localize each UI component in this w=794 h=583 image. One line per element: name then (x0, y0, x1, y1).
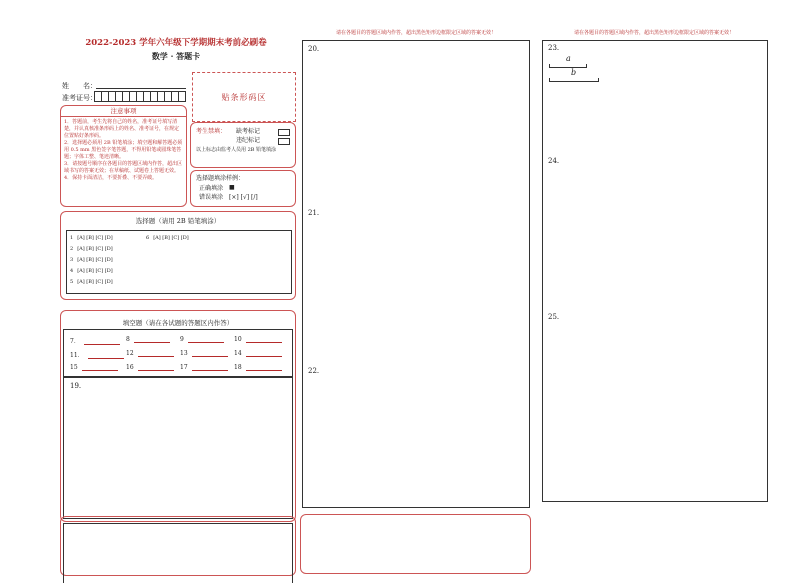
fill-blank-grid (63, 329, 293, 377)
wrong-fill-marks: [×] [√] [/] (229, 194, 258, 201)
blank-q9[interactable]: 9 (180, 336, 224, 343)
notes-item-2: 2．选择题必须用 2B 铅笔填涂；填空题和解答题必须用 0.5 mm 黑色签字笔答题，不得用铅笔或圆珠笔答题；字体工整、笔迹清晰。 (64, 140, 183, 160)
choice-row[interactable]: 5 [A] [B] [C] [D] (70, 279, 113, 285)
name-field[interactable] (96, 88, 186, 89)
blank-q13[interactable]: 13 (180, 350, 228, 357)
choice-section (60, 211, 296, 300)
id-label: 准考证号： (62, 94, 97, 102)
choice-row[interactable]: 3 [A] [B] [C] [D] (70, 257, 113, 263)
id-digits-box[interactable] (94, 91, 186, 102)
absent-label: 考生禁填： (196, 128, 227, 135)
choice-row[interactable]: 6 [A] [B] [C] [D] (146, 235, 189, 241)
correct-fill-mark: ■ (229, 184, 235, 191)
blank-q16[interactable]: 16 (126, 364, 174, 371)
barcode-label: 贴条形码区 (221, 92, 267, 102)
choice-row[interactable]: 1 [A] [B] [C] [D] (70, 235, 113, 241)
fill-blank-heading: 填空题（请在各试题的答题区内作答） (122, 319, 234, 327)
choice-row[interactable]: 2 [A] [B] [C] [D] (70, 246, 113, 252)
choice-grid (66, 230, 292, 294)
barcode-area (192, 72, 296, 122)
blank-q12[interactable]: 12 (126, 350, 174, 357)
blank-q8[interactable]: 8 (126, 336, 170, 343)
violation-checkbox[interactable] (278, 138, 290, 145)
absent-checkbox[interactable] (278, 129, 290, 136)
segment-b-label: b (571, 68, 577, 77)
choice-heading: 选择题（请用 2B 铅笔填涂） (135, 217, 221, 225)
blank-q18[interactable]: 18 (234, 364, 282, 371)
q22-number: 22. (308, 367, 320, 375)
notes-item-1: 1．答题前，考生先将自己的姓名，准考证号填写清楚，并认真核准条形码上的姓名、准考证号，在规定位置贴好条形码。 (64, 119, 180, 139)
absent-box (190, 122, 296, 168)
violation-mark-label: 违纪标记 (236, 137, 261, 144)
q19-answer-area[interactable] (63, 377, 293, 519)
wrong-fill-label: 错误填涂 (199, 194, 224, 201)
notes-box (60, 105, 187, 207)
q23-number: 23. (548, 44, 560, 52)
q21-number: 21. (308, 209, 320, 217)
absent-note: 以上标志由监考人员用 2B 铅笔填涂 (196, 147, 277, 153)
segment-b (549, 78, 599, 82)
q19-number: 19. (70, 382, 82, 390)
fill-example-box (190, 170, 296, 207)
choice-row[interactable]: 4 [A] [B] [C] [D] (70, 268, 113, 274)
blank-q17[interactable]: 17 (180, 364, 228, 371)
q24-number: 24. (548, 157, 560, 165)
absent-mark-label: 缺考标记 (236, 128, 261, 135)
page-title: 2022-2023 学年六年级下学期期末考前必刷卷 (85, 38, 267, 48)
q20-number: 20. (308, 45, 320, 53)
fill-blank-section (60, 310, 296, 522)
blank-q10[interactable]: 10 (234, 336, 282, 343)
fill-example-heading: 选择题填涂样例： (196, 175, 245, 182)
blank-q14[interactable]: 14 (234, 350, 282, 357)
notes-item-3: 3．请按题号顺序在各题目的答题区域内作答，超出区域书写的答案无效；在草稿纸、试题卷上答题无效。 (64, 161, 183, 174)
segment-a-label: a (566, 54, 571, 63)
name-label: 姓 名： (62, 82, 97, 90)
correct-fill-label: 正确填涂 (199, 185, 224, 192)
page-subtitle: 数学 · 答题卡 (151, 51, 201, 61)
blank-q7[interactable]: 7． (70, 336, 120, 345)
warning-right: 请在各题目的答题区域内作答，超出黑色矩形边框限定区域的答案无效！ (573, 30, 734, 36)
next-section-middle (300, 514, 531, 574)
blank-q11[interactable]: 11． (70, 350, 124, 359)
segment-a (549, 64, 587, 68)
right-answer-area[interactable] (542, 40, 768, 502)
middle-answer-area[interactable] (302, 40, 530, 508)
next-section-left (60, 516, 296, 576)
notes-heading: 注意事项 (61, 106, 186, 117)
q23-figure (547, 54, 597, 88)
warning-middle: 请在各题目的答题区域内作答，超出黑色矩形边框限定区域的答案无效！ (335, 30, 496, 36)
blank-q15[interactable]: 15 (70, 364, 118, 371)
q25-number: 25. (548, 313, 560, 321)
notes-item-4: 4．保持卡面清洁，不要折叠、不要弄破。 (64, 175, 158, 181)
